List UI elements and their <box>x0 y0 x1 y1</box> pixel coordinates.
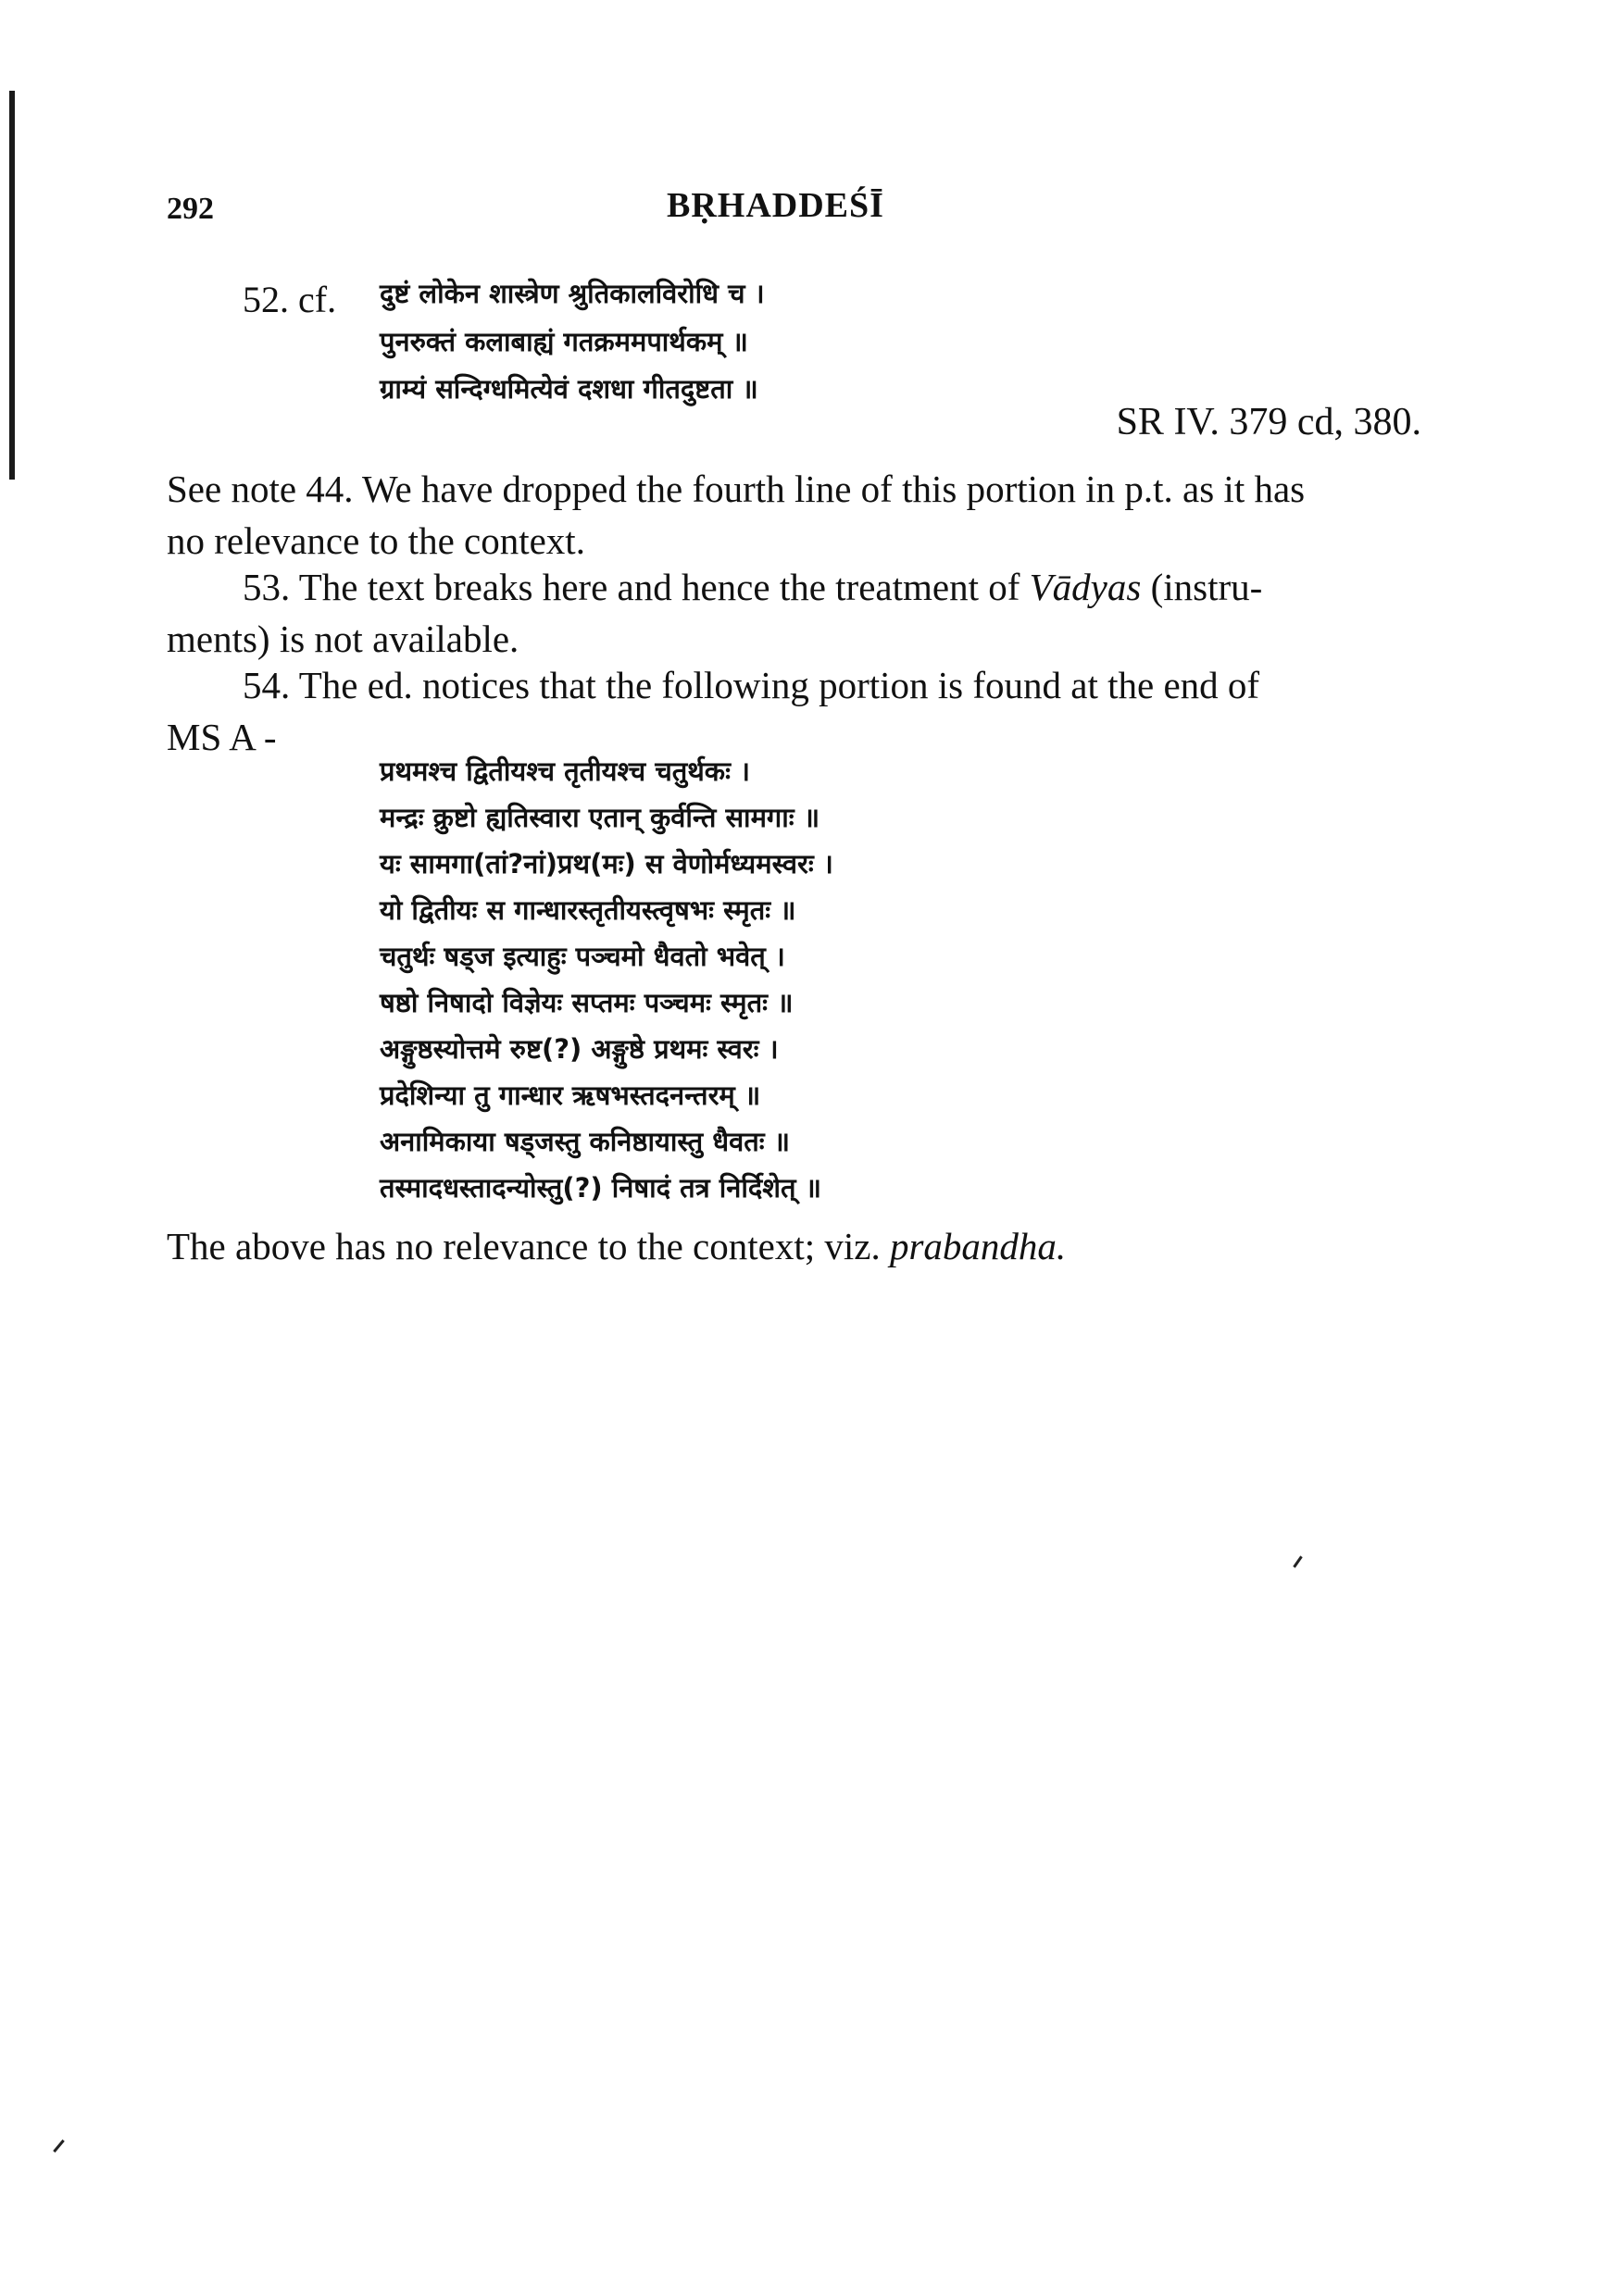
note-54-verse-line: षष्ठो निषादो विज्ञेयः सप्तमः पञ्चमः स्मृतः ॥ <box>380 987 794 1018</box>
note-54-verse-line: प्रथमश्च द्वितीयश्च तृतीयश्च चतुर्थकः । <box>380 755 751 787</box>
note-54-verse-line: यो द्वितीयः स गान्धारस्तृतीयस्त्वृषभः स्मृतः ॥ <box>380 894 796 926</box>
text-line <box>167 1220 1426 1272</box>
note-52-label: 52. cf. <box>243 279 337 320</box>
page-number: 292 <box>167 192 214 226</box>
closing-remark <box>167 1220 1426 1272</box>
running-title: BṚHADDEŚĪ <box>667 186 884 225</box>
text-line: ments) is not available. <box>167 618 519 660</box>
text-line: See note 44. We have dropped the fourth line of this portion in p.t. as it has <box>167 468 1306 510</box>
note-52-reference: SR IV. 379 cd, 380. <box>1116 401 1421 443</box>
text-run: 53. The text breaks here and hence the treatment of <box>243 566 1030 608</box>
italic-term: prabandha. <box>889 1225 1067 1267</box>
note-54-verse-line: तस्मादधस्तादन्योस्तु(?) निषादं तत्र निर्दिशेत् ॥ <box>380 1172 821 1204</box>
scan-speck <box>53 2140 65 2152</box>
note-53-text <box>167 561 1426 665</box>
text-line: no relevance to the context. <box>167 519 585 562</box>
text-line <box>167 561 1426 613</box>
note-52-verse-line: दुष्टं लोकेन शास्त्रेण श्रुतिकालविरोधि च । <box>380 278 765 309</box>
note-54-text <box>167 659 1426 763</box>
note-52-text <box>167 463 1426 567</box>
note-54-verse-line: मन्द्रः क्रुष्टो ह्यतिस्वारा एतान् कुर्वन्ति सामगाः ॥ <box>380 802 820 833</box>
scan-edge-bar <box>9 91 15 480</box>
text-run: The above has no relevance to the context; viz. <box>167 1225 890 1267</box>
scan-speck <box>1293 1555 1302 1567</box>
note-54-verse-line: यः सामगा(तां?नां)प्रथ(मः) स वेणोर्मध्यमस्वरः । <box>380 848 833 880</box>
note-52-verse-line: पुनरुक्तं कलाबाह्यं गतक्रममपार्थकम् ॥ <box>380 326 748 357</box>
note-54-verse-line: चतुर्थः षड्ज इत्याहुः पञ्चमो धैवतो भवेत् । <box>380 941 785 972</box>
text-run: (instru- <box>1141 566 1263 608</box>
note-54-verse-line: अङ्गुष्ठस्योत्तमे रुष्ट(?) अङ्गुष्ठे प्रथमः स्वरः । <box>380 1033 779 1065</box>
text-line: 54. The ed. notices that the following portion is found at the end of <box>243 664 1260 706</box>
note-54-verse-line: प्रदेशिन्या तु गान्धार ऋषभस्तदनन्तरम् ॥ <box>380 1079 761 1111</box>
note-52-verse-line: ग्राम्यं सन्दिग्धमित्येवं दशधा गीतदुष्टता ॥ <box>380 373 758 405</box>
text-line: MS A - <box>167 716 277 758</box>
note-54-verse-line: अनामिकाया षड्जस्तु कनिष्ठायास्तु धैवतः ॥ <box>380 1126 791 1157</box>
italic-term: Vādyas <box>1029 566 1142 608</box>
